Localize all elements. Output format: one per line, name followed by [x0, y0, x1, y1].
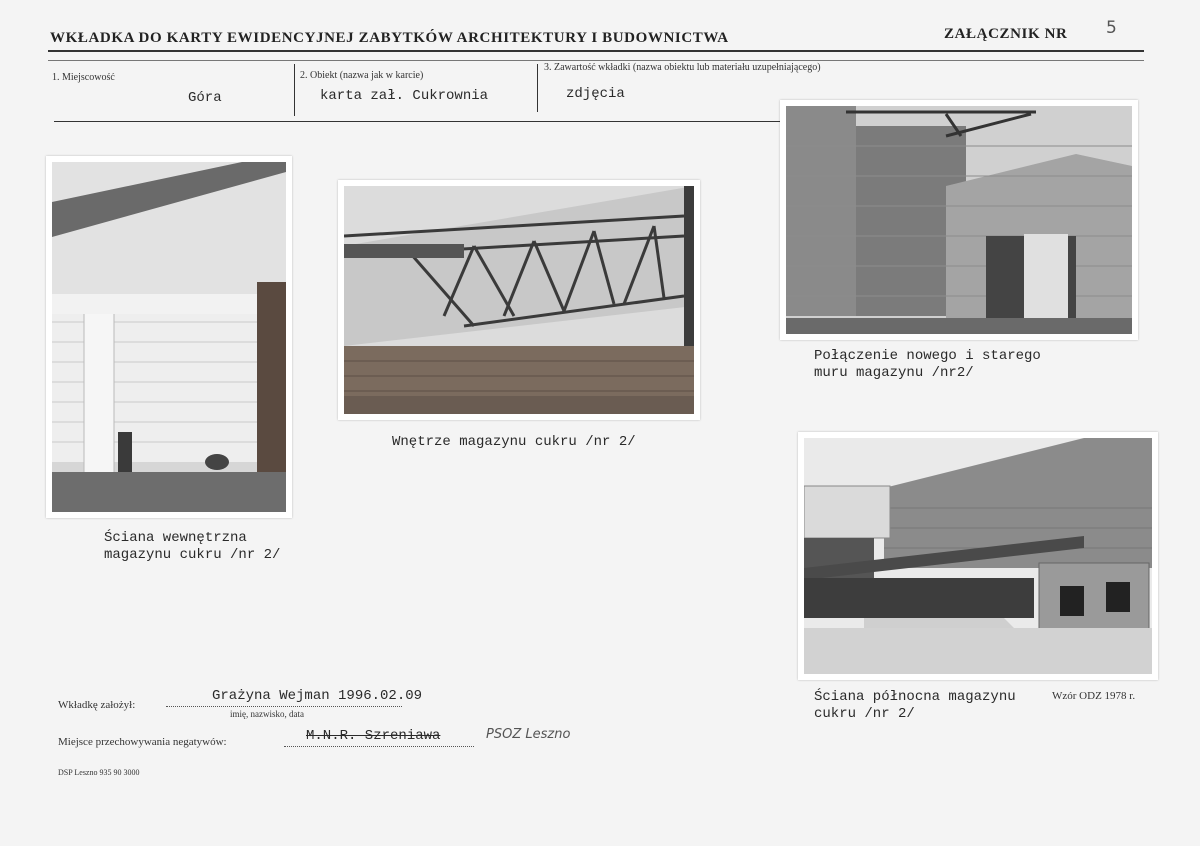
field-divider-2	[537, 64, 538, 112]
photo-north-wall	[798, 432, 1158, 680]
form-model: Wzór ODZ 1978 r.	[1052, 690, 1136, 702]
annex-number: 5	[1106, 18, 1117, 38]
fields-bottom-rule	[54, 121, 780, 122]
negatives-line	[284, 746, 474, 747]
caption-photo-3-line2: muru magazynu /nr2/	[814, 365, 974, 381]
caption-photo-4-line1: Ściana północna magazynu	[814, 689, 1016, 705]
header-rule	[48, 50, 1144, 52]
contents-value: zdjęcia	[566, 86, 625, 102]
created-by-label: Wkładkę założył:	[58, 699, 136, 711]
negatives-value: M.N.R. Szreniawa	[306, 728, 441, 744]
created-by-value: Grażyna Wejman 1996.02.09	[212, 688, 423, 704]
caption-photo-2: Wnętrze magazynu cukru /nr 2/	[392, 434, 636, 450]
locality-value: Góra	[188, 90, 222, 106]
object-label: 2. Obiekt (nazwa jak w karcie)	[300, 70, 424, 81]
created-by-line	[166, 706, 402, 707]
header-rule-thin	[48, 60, 1144, 61]
contents-label: 3. Zawartość wkładki (nazwa obiektu lub materiału uzupełniającego)	[544, 62, 821, 73]
negatives-handwritten: PSOZ Leszno	[486, 727, 571, 742]
object-value: karta zał. Cukrownia	[320, 88, 489, 104]
created-by-hint: imię, nazwisko, data	[230, 709, 304, 719]
annex-label: ZAŁĄCZNIK NR	[944, 26, 1068, 42]
caption-photo-4-line2: cukru /nr 2/	[814, 706, 915, 722]
photo-interior-wall	[46, 156, 292, 518]
photo-warehouse-interior	[338, 180, 700, 420]
caption-photo-1-line2: magazynu cukru /nr 2/	[104, 547, 281, 563]
caption-photo-3-line1: Połączenie nowego i starego	[814, 348, 1041, 364]
negatives-label: Miejsce przechowywania negatywów:	[58, 736, 227, 748]
printer-info: DSP Leszno 935 90 3000	[58, 768, 140, 777]
photo-wall-connection	[780, 100, 1138, 340]
caption-photo-1-line1: Ściana wewnętrzna	[104, 530, 247, 546]
document-title: WKŁADKA DO KARTY EWIDENCYJNEJ ZABYTKÓW ARCHITEKTURY I BUDOWNICTWA	[50, 30, 729, 46]
field-divider-1	[294, 64, 295, 116]
locality-label: 1. Miejscowość	[52, 72, 115, 83]
